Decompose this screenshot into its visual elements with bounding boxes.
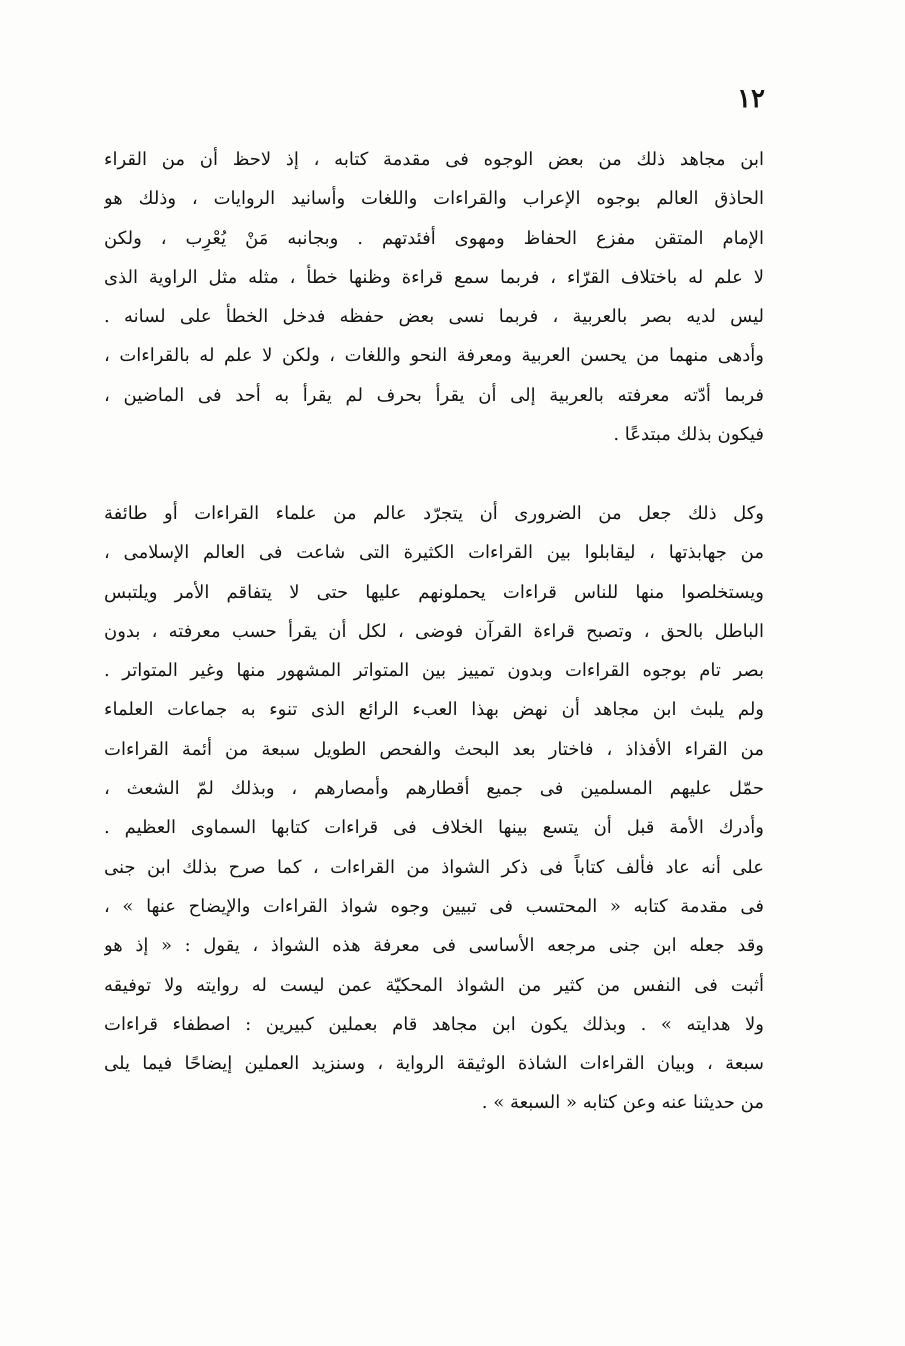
- text-line: فى مقدمة كتابه « المحتسب فى تبيين وجوه شواذ القراءات والإيضاح عنها » ،: [104, 895, 764, 917]
- text-line: ليس لديه بصر بالعربية ، فربما نسى بعض حفظه فدخل الخطأ على لسانه .: [104, 306, 764, 328]
- text-line: من القراء الأفذاذ ، فاختار بعد البحث والفحص الطويل سبعة من أئمة القراءات: [104, 738, 764, 760]
- text-line: الباطل بالحق ، وتصبح قراءة القرآن فوضى ، لكل أن يقرأ حسب معرفته ، بدون: [104, 620, 764, 642]
- text-line: على أنه عاد فألف كتاباً فى ذكر الشواذ من القراءات ، كما صرح بذلك ابن جنى: [104, 856, 764, 878]
- text-line: حمّل عليهم المسلمين فى جميع أقطارهم وأمصارهم ، وبذلك لمّ الشعث ،: [104, 778, 764, 800]
- text-line: بصر تام بوجوه القراءات وبدون تمييز بين المتواتر المشهور منها وغير المتواتر .: [104, 660, 764, 682]
- text-line: الحاذق العالم بوجوه الإعراب والقراءات واللغات وأسانيد الروايات ، وذلك هو: [104, 188, 764, 210]
- text-line: ابن مجاهد ذلك من بعض الوجوه فى مقدمة كتابه ، إذ لاحظ أن من القراء: [104, 149, 764, 170]
- text-line: فربما أدّته معرفته بالعربية إلى أن يقرأ بحرف لم يقرأ به أحد فى الماضين ،: [104, 384, 764, 406]
- text-line: ويستخلصوا منها للناس قراءات يحملونهم عليها حتى لا يتفاقم الأمر ويلتبس: [104, 581, 764, 603]
- text-line: أثبت فى النفس من كثير من الشواذ المحكيّة عمن ليست له روايته ولا توفيقه: [104, 974, 764, 996]
- text-line: من حديثنا عنه وعن كتابه « السبعة » .: [481, 1092, 764, 1114]
- text-line: فيكون بذلك مبتدعًا .: [613, 424, 764, 446]
- text-line: ولم يلبث ابن مجاهد أن نهض بهذا العبء الرائع الذى تنوء به جماعات العلماء: [104, 699, 764, 721]
- text-line: من جهابذتها ، ليقابلوا بين القراءات الكثيرة التى شاعت فى العالم الإسلامى ،: [104, 542, 764, 564]
- text-line: وكل ذلك جعل من الضرورى أن يتجرّد عالم من علماء القراءات أو طائفة: [104, 503, 764, 524]
- text-line: سبعة ، وبيان القراءات الشاذة الوثيقة الرواية ، وسنزيد العملين إيضاحًا فيما يلى: [104, 1053, 764, 1075]
- text-line: وقد جعله ابن جنى مرجعه الأساسى فى معرفة هذه الشواذ ، يقول : « إذ هو: [104, 935, 764, 957]
- text-line: وأدرك الأمة قبل أن يتسع بينها الخلاف فى قراءات كتابها السماوى العظيم .: [104, 817, 764, 839]
- text-line: لا علم له باختلاف القرّاء ، فربما سمع قراءة وظنها خطأ ، مثله مثل الراوية الذى: [104, 266, 764, 288]
- text-line: وأدهى منهما من يحسن العربية ومعرفة النحو واللغات ، ولكن لا علم له بالقراءات ،: [104, 345, 764, 367]
- page-number: ١٢: [737, 84, 765, 114]
- paragraph-2: [104, 494, 764, 1123]
- text-line: الإمام المتقن مفزع الحفاظ ومهوى أفئدتهم . وبجانبه مَنْ يُعْرِب ، ولكن: [104, 227, 764, 249]
- text-line: ولا هدايته » . وبذلك يكون ابن مجاهد قام بعملين كبيرين : اصطفاء قراءات: [104, 1013, 764, 1035]
- paragraph-1: [104, 140, 764, 454]
